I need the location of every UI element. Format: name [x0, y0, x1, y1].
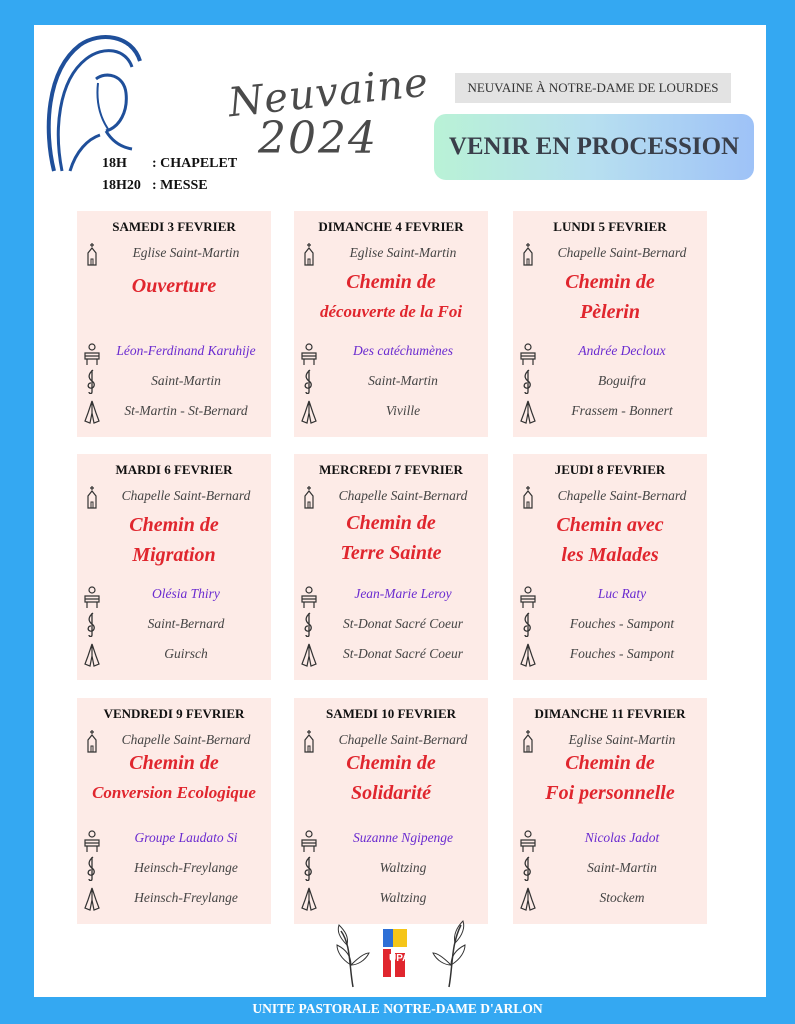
day-place: Chapelle Saint-Bernard — [338, 732, 468, 747]
treble-clef-icon — [518, 368, 538, 394]
day-prayer: St-Martin - St-Bernard — [124, 403, 248, 418]
day-theme-line1: Chemin avec — [556, 514, 664, 536]
schedule — [102, 153, 237, 197]
organ-icon — [299, 828, 319, 854]
day-date: DIMANCHE 11 FEVRIER — [534, 706, 686, 721]
day-date: JEUDI 8 FEVRIER — [554, 462, 666, 477]
main-title-banner: VENIR EN PROCESSION — [434, 114, 754, 180]
day-presider: Des catéchumènes — [352, 343, 454, 358]
day-theme-line2: Solidarité — [350, 782, 431, 804]
treble-clef-icon — [299, 611, 319, 637]
day-card — [294, 211, 488, 437]
church-icon — [82, 241, 102, 267]
day-place: Chapelle Saint-Bernard — [121, 488, 251, 503]
day-presider: Jean-Marie Leroy — [354, 586, 452, 601]
day-theme-line2: découverte de la Foi — [319, 302, 463, 321]
day-presider: Olésia Thiry — [152, 586, 220, 601]
day-presider: Léon-Ferdinand Karuhije — [116, 343, 256, 358]
day-presider: Suzanne Ngipenge — [352, 830, 454, 845]
praying-hands-icon — [82, 642, 102, 668]
day-music: Waltzing — [379, 860, 427, 875]
day-music: Saint-Martin — [151, 373, 221, 388]
day-music: Saint-Martin — [368, 373, 438, 388]
day-theme-line2: Migration — [132, 544, 216, 566]
organ-icon — [299, 584, 319, 610]
church-icon — [518, 241, 538, 267]
treble-clef-icon — [299, 855, 319, 881]
praying-hands-icon — [518, 399, 538, 425]
day-date: LUNDI 5 FEVRIER — [553, 219, 667, 234]
day-prayer: Heinsch-Freylange — [134, 890, 238, 905]
day-theme-line2: Pèlerin — [580, 301, 640, 323]
treble-clef-icon — [82, 611, 102, 637]
day-card — [77, 454, 271, 680]
church-icon — [299, 241, 319, 267]
day-card — [294, 698, 488, 924]
day-prayer: Stockem — [599, 890, 645, 905]
church-icon — [299, 484, 319, 510]
treble-clef-icon — [518, 855, 538, 881]
day-music: St-Donat Sacré Coeur — [343, 616, 463, 631]
day-date: MARDI 6 FEVRIER — [115, 462, 233, 477]
footer-text: UNITE PASTORALE NOTRE-DAME D'ARLON — [252, 1001, 543, 1016]
day-place: Chapelle Saint-Bernard — [557, 245, 687, 260]
praying-hands-icon — [82, 886, 102, 912]
day-place: Chapelle Saint-Bernard — [121, 732, 251, 747]
day-place: Eglise Saint-Martin — [349, 245, 457, 260]
day-music: Fouches - Sampont — [569, 616, 675, 631]
script-title-year: 2024 — [258, 113, 378, 164]
day-card — [77, 211, 271, 437]
treble-clef-icon — [82, 855, 102, 881]
organ-icon — [518, 341, 538, 367]
day-presider: Groupe Laudato Si — [134, 830, 238, 845]
day-theme-line1: Chemin de — [346, 271, 436, 293]
day-place: Chapelle Saint-Bernard — [557, 488, 687, 503]
day-prayer: Frassem - Bonnert — [571, 403, 673, 418]
day-theme-line2: Foi personnelle — [545, 782, 675, 804]
day-prayer: Waltzing — [379, 890, 427, 905]
day-card — [513, 211, 707, 437]
day-theme-line1: Chemin de — [346, 752, 436, 774]
poster-sheet — [34, 25, 766, 997]
upa-logo-letters: UPA — [389, 953, 410, 964]
treble-clef-icon — [518, 611, 538, 637]
day-theme-line1: Chemin de — [346, 512, 436, 534]
day-theme-line1: Chemin de — [129, 514, 219, 536]
organ-icon — [518, 584, 538, 610]
organ-icon — [82, 584, 102, 610]
day-music: Saint-Martin — [587, 860, 657, 875]
praying-hands-icon — [518, 642, 538, 668]
day-date: VENDREDI 9 FEVRIER — [103, 706, 245, 721]
church-icon — [82, 484, 102, 510]
day-theme-line1: Chemin de — [565, 271, 655, 293]
day-theme-line1: Chemin de — [565, 752, 655, 774]
day-theme-line1: Ouverture — [131, 275, 217, 297]
treble-clef-icon — [82, 368, 102, 394]
day-presider: Luc Raty — [597, 586, 647, 601]
day-card — [294, 454, 488, 680]
schedule-label: : MESSE — [152, 178, 208, 193]
day-date: DIMANCHE 4 FEVRIER — [318, 219, 464, 234]
day-theme-line2: les Malades — [561, 544, 659, 566]
day-music: Boguifra — [597, 373, 646, 388]
day-prayer: Viville — [385, 403, 421, 418]
day-presider: Nicolas Jadot — [584, 830, 660, 845]
day-place: Eglise Saint-Martin — [132, 245, 240, 260]
day-prayer: St-Donat Sacré Coeur — [343, 646, 463, 661]
praying-hands-icon — [299, 886, 319, 912]
organ-icon — [299, 341, 319, 367]
praying-hands-icon — [518, 886, 538, 912]
day-presider: Andrée Decloux — [578, 343, 666, 358]
day-date: SAMEDI 3 FEVRIER — [112, 219, 236, 234]
schedule-time: 18H20 — [102, 178, 141, 193]
day-theme-line2: Terre Sainte — [340, 542, 442, 564]
day-place: Eglise Saint-Martin — [568, 732, 676, 747]
praying-hands-icon — [82, 399, 102, 425]
upa-logo — [331, 905, 471, 991]
day-music: Saint-Bernard — [147, 616, 225, 631]
organ-icon — [82, 341, 102, 367]
day-card — [513, 698, 707, 924]
day-place: Chapelle Saint-Bernard — [338, 488, 468, 503]
organ-icon — [82, 828, 102, 854]
day-card — [77, 698, 271, 924]
day-card — [513, 454, 707, 680]
schedule-row — [102, 175, 237, 197]
day-date: MERCREDI 7 FEVRIER — [319, 462, 463, 477]
day-prayer: Guirsch — [164, 646, 208, 661]
schedule-row — [102, 153, 237, 175]
schedule-time: 18H — [102, 156, 127, 171]
script-title — [226, 59, 431, 164]
day-theme-line2: Conversion Ecologique — [92, 783, 256, 802]
day-date: SAMEDI 10 FEVRIER — [325, 706, 456, 721]
day-prayer: Fouches - Sampont — [569, 646, 675, 661]
church-icon — [518, 484, 538, 510]
day-music: Heinsch-Freylange — [134, 860, 238, 875]
script-title-word: Neuvaine — [226, 59, 431, 127]
schedule-label: : CHAPELET — [152, 156, 238, 171]
organ-icon — [518, 828, 538, 854]
praying-hands-icon — [299, 399, 319, 425]
praying-hands-icon — [299, 642, 319, 668]
treble-clef-icon — [299, 368, 319, 394]
day-theme-line1: Chemin de — [129, 752, 219, 774]
subtitle-banner: NEUVAINE À NOTRE-DAME DE LOURDES — [455, 73, 731, 103]
